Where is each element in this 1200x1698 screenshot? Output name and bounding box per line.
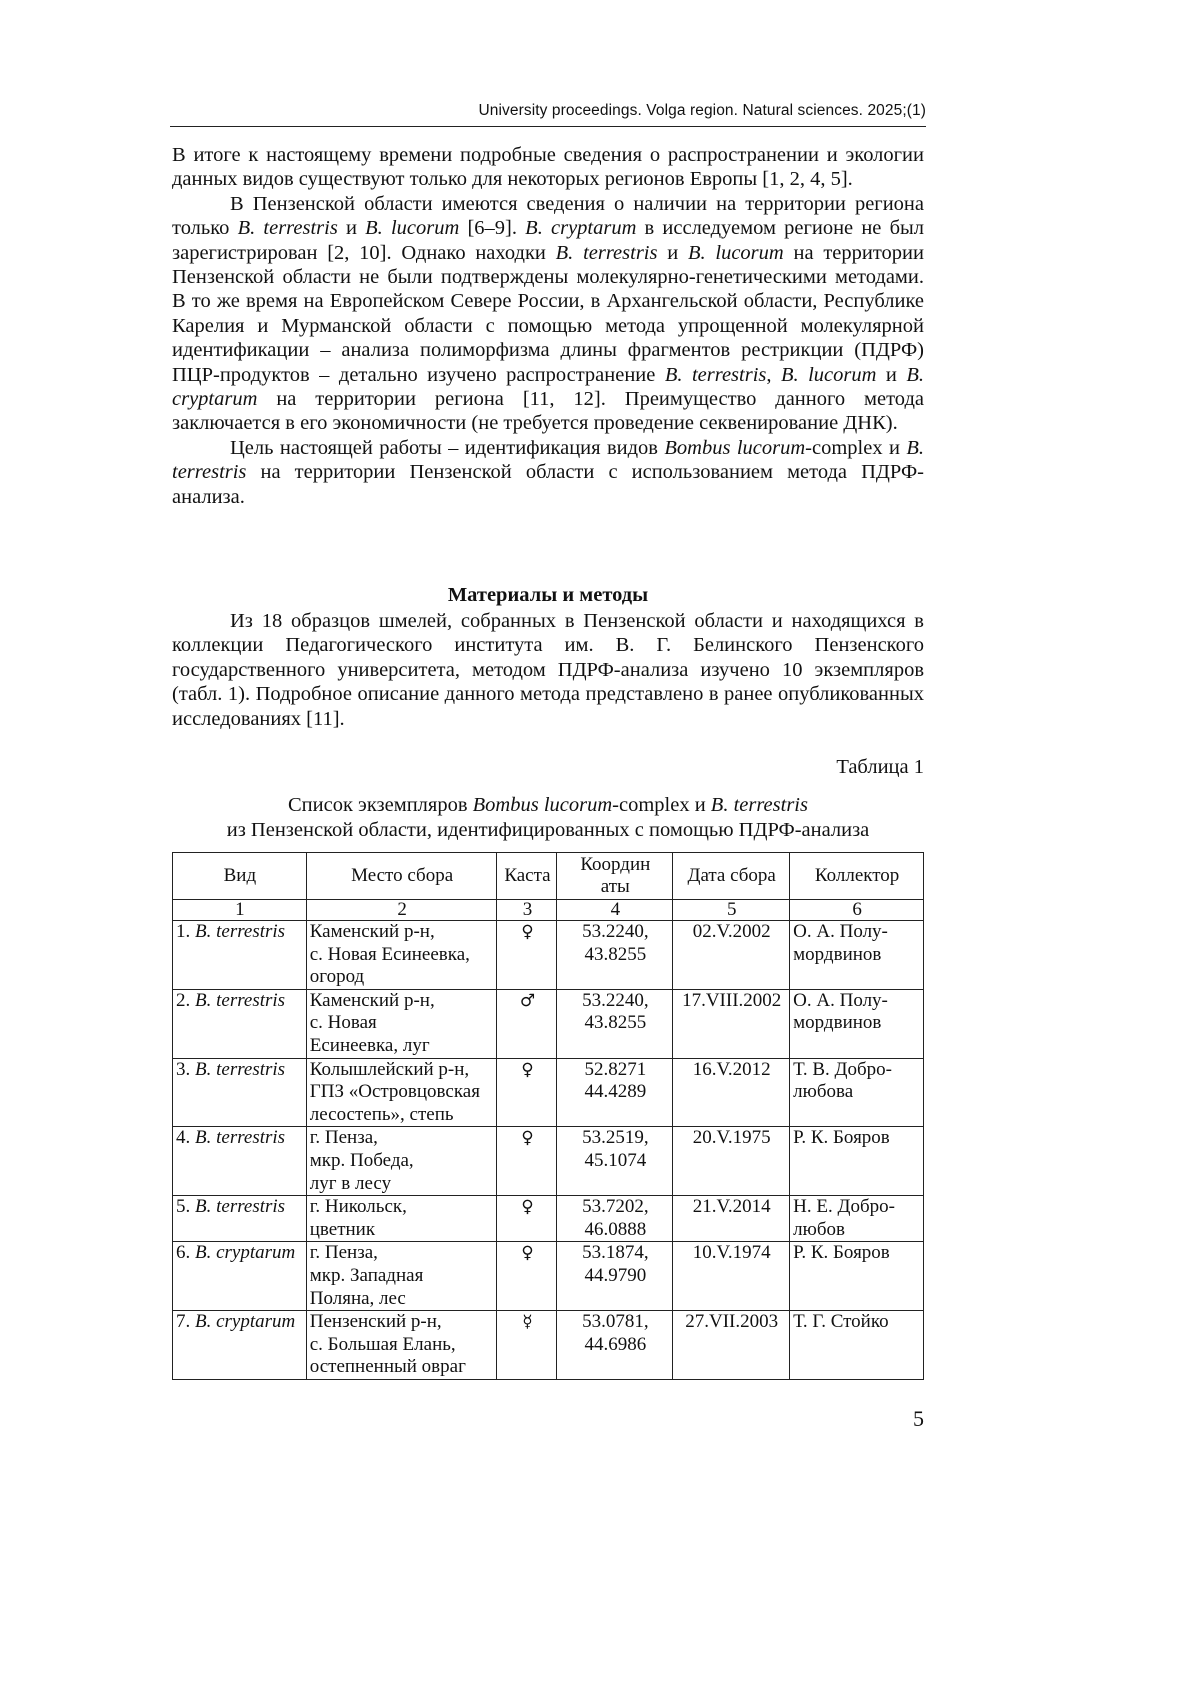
text-run: [6–9]. (459, 217, 526, 240)
column-number: 2 (306, 900, 497, 921)
species-name: B. terrestris (195, 1127, 286, 1149)
species-cell (173, 1058, 307, 1127)
collector-cell (790, 989, 924, 1058)
column-header: Дата сбора (673, 853, 790, 900)
cell-line: с. Новая (309, 1012, 377, 1034)
place-cell (306, 1311, 497, 1380)
running-header: University proceedings. Volga region. Natural sciences. 2025;(1) (478, 102, 926, 119)
cell-line: О. А. Полу- (793, 921, 888, 942)
collector-cell (790, 1127, 924, 1196)
cell-line: 43.8255 (584, 1012, 647, 1034)
cell-line: 43.8255 (584, 943, 647, 965)
collector-cell (790, 921, 924, 990)
table-row (173, 1127, 924, 1196)
cell-line: Пензенский р-н, (309, 1311, 442, 1333)
coordinates-cell (557, 1058, 673, 1127)
cell-line: 53.2240, (582, 989, 649, 1011)
row-number: 1. (176, 921, 195, 942)
row-number: 5. (176, 1196, 195, 1218)
row-number: 4. (176, 1127, 195, 1149)
column-number: 1 (173, 900, 307, 921)
species-cell (173, 1196, 307, 1242)
caste-cell: ♀ (497, 1058, 557, 1127)
italic-taxon: B. lucorum (687, 241, 784, 264)
table-row (173, 921, 924, 990)
cell-line: Т. Г. Стойко (793, 1311, 889, 1333)
text-run: на территории Пензенской области с использованием метода ПДРФ-анализа. (172, 461, 924, 508)
cell-line: Есинеевка, луг (309, 1034, 430, 1056)
cell-line: О. А. Полу- (793, 989, 888, 1011)
italic-taxon: B. terrestris (237, 217, 338, 240)
species-cell (173, 989, 307, 1058)
italic-taxon: B. cryptarum (172, 363, 924, 411)
italic-taxon: Bombus lucorum (664, 436, 806, 459)
table-header-row (173, 853, 924, 900)
row-number: 7. (176, 1311, 195, 1333)
cell-line: 53.1874, (582, 1242, 649, 1264)
cell-line: Р. К. Бояров (793, 1127, 890, 1149)
species-name: B. terrestris (195, 1058, 286, 1080)
column-number: 6 (790, 900, 924, 921)
cell-line: 46.0888 (584, 1218, 647, 1240)
collector-cell (790, 1242, 924, 1311)
italic-taxon: B. terrestris (555, 241, 658, 264)
section-title: Материалы и методы (447, 584, 649, 606)
cell-line: Т. В. Добро- (793, 1058, 892, 1080)
date-cell: 02.V.2002 (673, 921, 790, 990)
date-cell: 21.V.2014 (673, 1196, 790, 1242)
cell-line: 52.8271 (584, 1058, 647, 1080)
intro-text (172, 143, 924, 509)
cell-line: Поляна, лес (309, 1287, 406, 1309)
date-cell: 27.VII.2003 (673, 1311, 790, 1380)
cell-line: мкр. Западная (309, 1264, 424, 1286)
cell-line: г. Пенза, (309, 1127, 378, 1149)
coordinates-cell (557, 1196, 673, 1242)
italic-taxon: B. lucorum (365, 217, 460, 240)
place-cell (306, 1242, 497, 1311)
collector-cell (790, 1311, 924, 1380)
table-row (173, 989, 924, 1058)
date-cell: 10.V.1974 (673, 1242, 790, 1311)
italic-taxon: B. terrestris (710, 794, 808, 816)
cell-line: 53.0781, (582, 1311, 649, 1333)
italic-taxon: Bombus lucorum (472, 794, 613, 816)
table-row (173, 1196, 924, 1242)
cell-line: с. Большая Елань, (309, 1333, 456, 1355)
italic-taxon: B. terrestris (172, 436, 924, 484)
cell-line: 44.9790 (584, 1264, 647, 1286)
italic-taxon: B. terrestris (664, 363, 767, 386)
cell-line: любов (793, 1218, 845, 1240)
species-name: B. terrestris (195, 1196, 286, 1218)
table-label: Таблица 1 (836, 756, 924, 778)
text-run: Цель настоящей работы – идентификация видов (230, 436, 665, 459)
coordinates-cell (557, 1127, 673, 1196)
cell-line: Каменский р-н, (309, 921, 435, 942)
cell-line: мкр. Победа, (309, 1149, 414, 1171)
text-run: и (657, 241, 688, 264)
cell-line: цветник (309, 1218, 376, 1240)
column-header: Каста (497, 853, 557, 900)
cell-line: огород (309, 966, 365, 988)
text-run: -complex и (612, 794, 711, 816)
coordinates-cell (557, 1242, 673, 1311)
caste-cell: ♀ (497, 1196, 557, 1242)
table-row (173, 1311, 924, 1380)
place-cell (306, 989, 497, 1058)
column-number: 3 (497, 900, 557, 921)
cell-line: лесостепь», степь (309, 1103, 454, 1125)
cell-line: любова (793, 1081, 854, 1103)
table-row (173, 1242, 924, 1311)
text-run: , (766, 363, 781, 386)
text-run: Из 18 образцов шмелей, собранных в Пензенской области и находящихся в коллекции Педагогического института им. В. Г. Белинского Пензенского государственного университета, методом ПДРФ-анализа изучено 10 экземпляров (табл. 1). Подробное описание данного метода представлено в ранее опубликованных исследованиях [11]. (172, 610, 924, 730)
column-header-text: Координаты (580, 854, 651, 897)
paragraph (172, 436, 924, 509)
place-cell (306, 1196, 497, 1242)
column-number: 5 (673, 900, 790, 921)
place-cell (306, 1058, 497, 1127)
species-cell (173, 1242, 307, 1311)
row-number: 6. (176, 1242, 195, 1264)
column-number: 4 (557, 900, 673, 921)
page-number: 5 (913, 1406, 924, 1431)
cell-line: Р. К. Бояров (793, 1242, 890, 1264)
date-cell: 20.V.1975 (673, 1127, 790, 1196)
column-header: Место сбора (306, 853, 497, 900)
italic-taxon: B. lucorum (780, 363, 877, 386)
column-header: Коллектор (790, 853, 924, 900)
caste-cell: ☿ (497, 1311, 557, 1380)
methods-text (172, 609, 924, 731)
species-name: B. terrestris (195, 921, 286, 942)
text-run: и (337, 217, 366, 240)
cell-line: 53.2519, (582, 1127, 649, 1149)
date-cell: 17.VIII.2002 (673, 989, 790, 1058)
text-run: на территории Пензенской области не были подтверждены молекулярно-генетическими методами. В то же время на Европейском Севере России, в Архангельской области, Республике Карелия и Мурманской области с помощью метода упрощенной молекулярной идентификации – анализа полиморфизма длины фрагментов рестрикции (ПДРФ) ПЦР-продуктов – детально изучено распространение (172, 241, 924, 386)
column-header (557, 853, 673, 900)
caste-cell: ♀ (497, 1127, 557, 1196)
cell-line: Каменский р-н, (309, 989, 435, 1011)
date-cell: 16.V.2012 (673, 1058, 790, 1127)
text-run: -complex и (805, 436, 907, 459)
coordinates-cell (557, 921, 673, 990)
species-cell (173, 1127, 307, 1196)
caste-cell: ♀ (497, 1242, 557, 1311)
cell-line: остепненный овраг (309, 1356, 466, 1378)
place-cell (306, 921, 497, 990)
coordinates-cell (557, 1311, 673, 1380)
cell-line: 44.6986 (584, 1333, 647, 1355)
specimens-table (172, 852, 924, 1380)
table-caption (172, 793, 924, 843)
species-cell (173, 1311, 307, 1380)
cell-line: луг в лесу (309, 1172, 392, 1194)
paragraph (172, 143, 924, 192)
text-run: и (876, 363, 907, 386)
collector-cell (790, 1196, 924, 1242)
caste-cell: ♂ (497, 989, 557, 1058)
paragraph (172, 192, 924, 436)
cell-line: 44.4289 (584, 1081, 647, 1103)
cell-line: г. Пенза, (309, 1242, 378, 1264)
cell-line: Колышлейский р-н, (309, 1058, 470, 1080)
cell-line: 53.7202, (582, 1196, 649, 1218)
cell-line: 45.1074 (584, 1149, 647, 1171)
coordinates-cell (557, 989, 673, 1058)
species-name: B. cryptarum (195, 1242, 296, 1264)
paragraph (172, 609, 924, 731)
text-run: в исследуемом регионе не был зарегистрирован [2, 10]. Однако находки (172, 217, 924, 264)
row-number: 2. (176, 989, 195, 1011)
species-name: B. cryptarum (195, 1311, 296, 1333)
collector-cell (790, 1058, 924, 1127)
header-divider (170, 126, 926, 127)
text-run: В Пензенской области имеются сведения о наличии на территории региона только (172, 192, 924, 240)
text-run: В итоге к настоящему времени подробные сведения о распространении и экологии данных видов существуют только для некоторых регионов Европы [1, 2, 4, 5]. (172, 144, 924, 191)
cell-line: мордвинов (793, 943, 882, 965)
cell-line: с. Новая Есинеевка, (309, 943, 470, 965)
text-run: Список экземпляров (288, 794, 473, 816)
table-body (173, 900, 924, 1380)
cell-line: Н. Е. Добро- (793, 1196, 895, 1218)
italic-taxon: B. cryptarum (525, 217, 637, 240)
table-caption-line: из Пензенской области, идентифицированных с помощью ПДРФ-анализа (226, 819, 870, 841)
table-caption-line (172, 793, 924, 818)
caste-cell: ♀ (497, 921, 557, 990)
column-number-row (173, 900, 924, 921)
table-row (173, 1058, 924, 1127)
species-name: B. terrestris (195, 989, 286, 1011)
species-cell (173, 921, 307, 990)
cell-line: 53.2240, (582, 921, 649, 942)
text-run: на территории региона [11, 12]. Преимущество данного метода заключается в его экономичности (не требуется проведение секвенирование ДНК). (172, 388, 924, 435)
column-header: Вид (173, 853, 307, 900)
cell-line: ГПЗ «Островцовская (309, 1081, 480, 1103)
cell-line: г. Никольск, (309, 1196, 407, 1218)
row-number: 3. (176, 1058, 195, 1080)
cell-line: мордвинов (793, 1012, 882, 1034)
place-cell (306, 1127, 497, 1196)
